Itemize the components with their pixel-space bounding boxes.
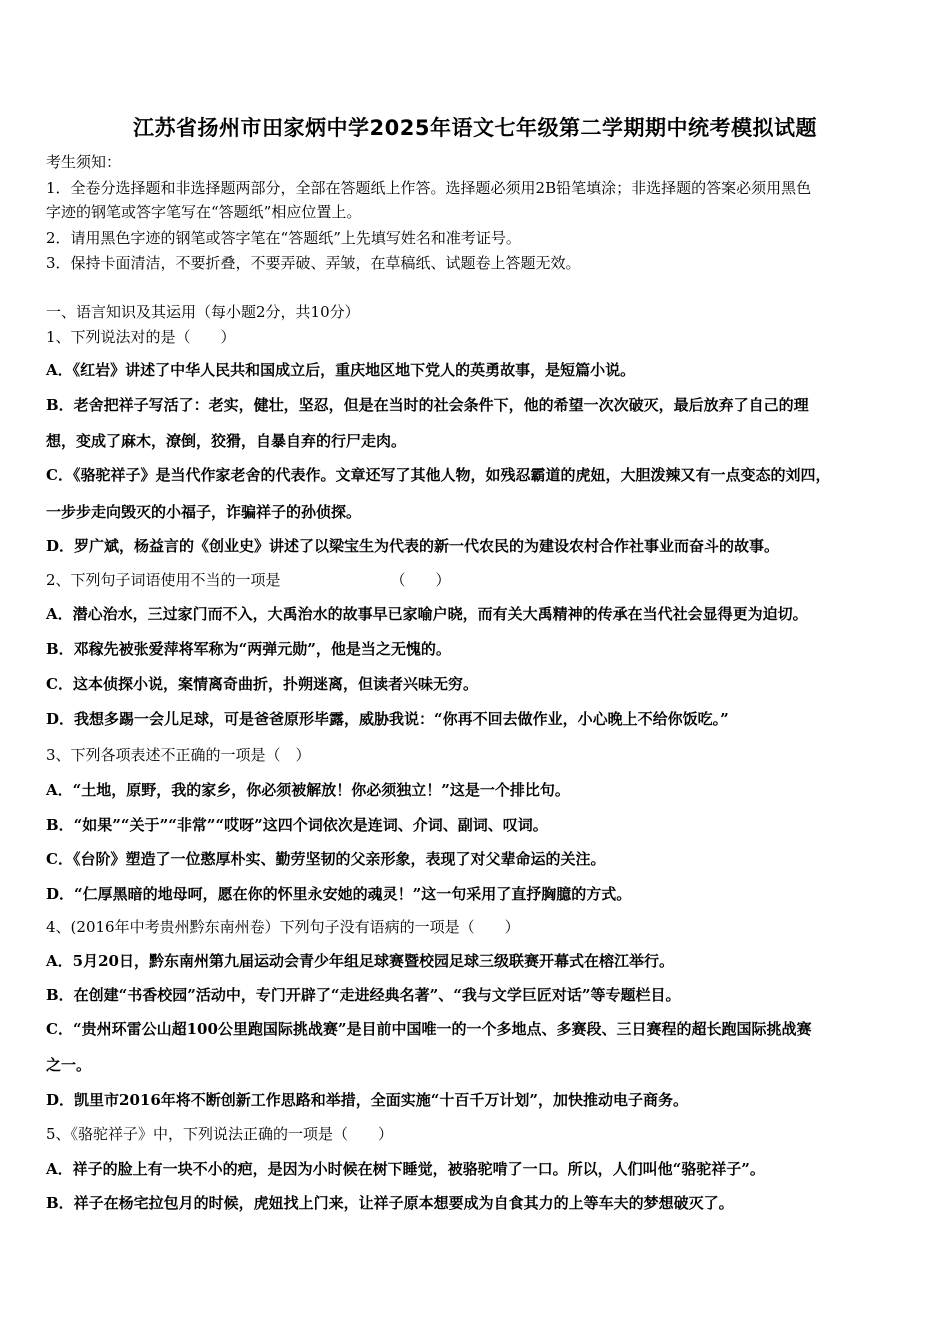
page-title: 江苏省扬州市田家炳中学2025年语文七年级第二学期期中统考模拟试题: [133, 116, 817, 140]
answer-paren: （ ）: [390, 571, 451, 589]
option-c: C．《骆驼祥子》是当代作家老舍的代表作。文章还写了其他人物，如残忍霸道的虎妞，大胆泼辣又有一点变态的刘四，: [46, 466, 831, 484]
option-a: A．潜心治水，三过家门而不入，大禹治水的故事早已家喻户晓，而有关大禹精神的传承在当代社会显得更为迫切。: [46, 605, 808, 623]
notice-line: 1．全卷分选择题和非选择题两部分，全部在答题纸上作答。选择题必须用2B铅笔填涂；非选择题的答案必须用黑色: [46, 179, 812, 197]
option-c: C．“贵州环雷公山超100公里跑国际挑战赛”是目前中国唯一的一个多地点、多赛段、三日赛程的超长跑国际挑战赛: [46, 1020, 812, 1038]
option-c: C．《台阶》塑造了一位憨厚朴实、勤劳坚韧的父亲形象，表现了对父辈命运的关注。: [46, 850, 606, 868]
option-b-continued: 想，变成了麻木，潦倒，狡猾，自暴自弃的行尸走肉。: [46, 432, 407, 450]
option-c-continued: 之一。: [46, 1056, 92, 1074]
option-b: B．老舍把祥子写活了：老实，健壮，坚忍，但是在当时的社会条件下，他的希望一次次破灭，最后放弃了自己的理: [46, 396, 809, 414]
option-b: B．祥子在杨宅拉包月的时候，虎妞找上门来，让祥子原本想要成为自食其力的上等车夫的梦想破灭了。: [46, 1194, 734, 1212]
option-d: D．凯里市2016年将不断创新工作思路和举措，全面实施“十百千万计划”，加快推动电子商务。: [46, 1091, 689, 1109]
question-stem: 3、下列各项表述不正确的一项是（ ）: [46, 746, 311, 764]
question-stem: 1、下列说法对的是（ ）: [46, 328, 236, 346]
notice-heading: 考生须知：: [46, 153, 122, 171]
option-a: A．祥子的脸上有一块不小的疤，是因为小时候在树下睡觉，被骆驼啃了一口。所以，人们叫他“骆驼祥子”。: [46, 1160, 765, 1178]
option-b: B．“如果”“关于”“非常”“哎呀”这四个词依次是连词、介词、副词、叹词。: [46, 816, 548, 834]
question-stem: 5、《骆驼祥子》中，下列说法正确的一项是（ ）: [46, 1125, 394, 1143]
question-stem: 4、(2016年中考贵州黔东南州卷）下列句子没有语病的一项是（ ）: [46, 918, 520, 936]
notice-line: 2．请用黑色字迹的钢笔或答字笔在“答题纸”上先填写姓名和准考证号。: [46, 229, 521, 247]
option-b: B．在创建“书香校园”活动中，专门开辟了“走进经典名著”、“我与文学巨匠对话”等专题栏目。: [46, 986, 681, 1004]
option-a: A．“土地，原野，我的家乡，你必须被解放！你必须独立！”这是一个排比句。: [46, 781, 570, 799]
option-d: D．“仁厚黑暗的地母呵，愿在你的怀里永安她的魂灵！”这一句采用了直抒胸臆的方式。: [46, 885, 632, 903]
option-a: A．5月20日，黔东南州第九届运动会青少年组足球赛暨校园足球三级联赛开幕式在榕江举行。: [46, 952, 674, 970]
notice-line: 3．保持卡面清洁，不要折叠，不要弄破、弄皱，在草稿纸、试题卷上答题无效。: [46, 254, 581, 272]
question-stem: [46, 570, 451, 590]
option-d: D．罗广斌，杨益言的《创业史》讲述了以梁宝生为代表的新一代农民的为建设农村合作社事业而奋斗的故事。: [46, 537, 780, 555]
option-c: C．这本侦探小说，案情离奇曲折，扑朔迷离，但读者兴味无穷。: [46, 675, 478, 693]
section-heading: 一、语言知识及其运用（每小题2分，共10分）: [46, 303, 360, 321]
question-stem-text: 2、下列句子词语使用不当的一项是: [46, 571, 281, 589]
option-a: A．《红岩》讲述了中华人民共和国成立后，重庆地区地下党人的英勇故事，是短篇小说。: [46, 361, 636, 379]
option-d: D．我想多踢一会儿足球，可是爸爸原形毕露，威胁我说：“你再不回去做作业，小心晚上不给你饭吃。”: [46, 710, 729, 728]
notice-line: 字迹的钢笔或答字笔写在“答题纸”相应位置上。: [46, 203, 362, 221]
option-c-continued: 一步步走向毁灭的小福子，诈骗祥子的孙侦探。: [46, 503, 362, 521]
option-b: B．邓稼先被张爱萍将军称为“两弹元勋”，他是当之无愧的。: [46, 640, 451, 658]
